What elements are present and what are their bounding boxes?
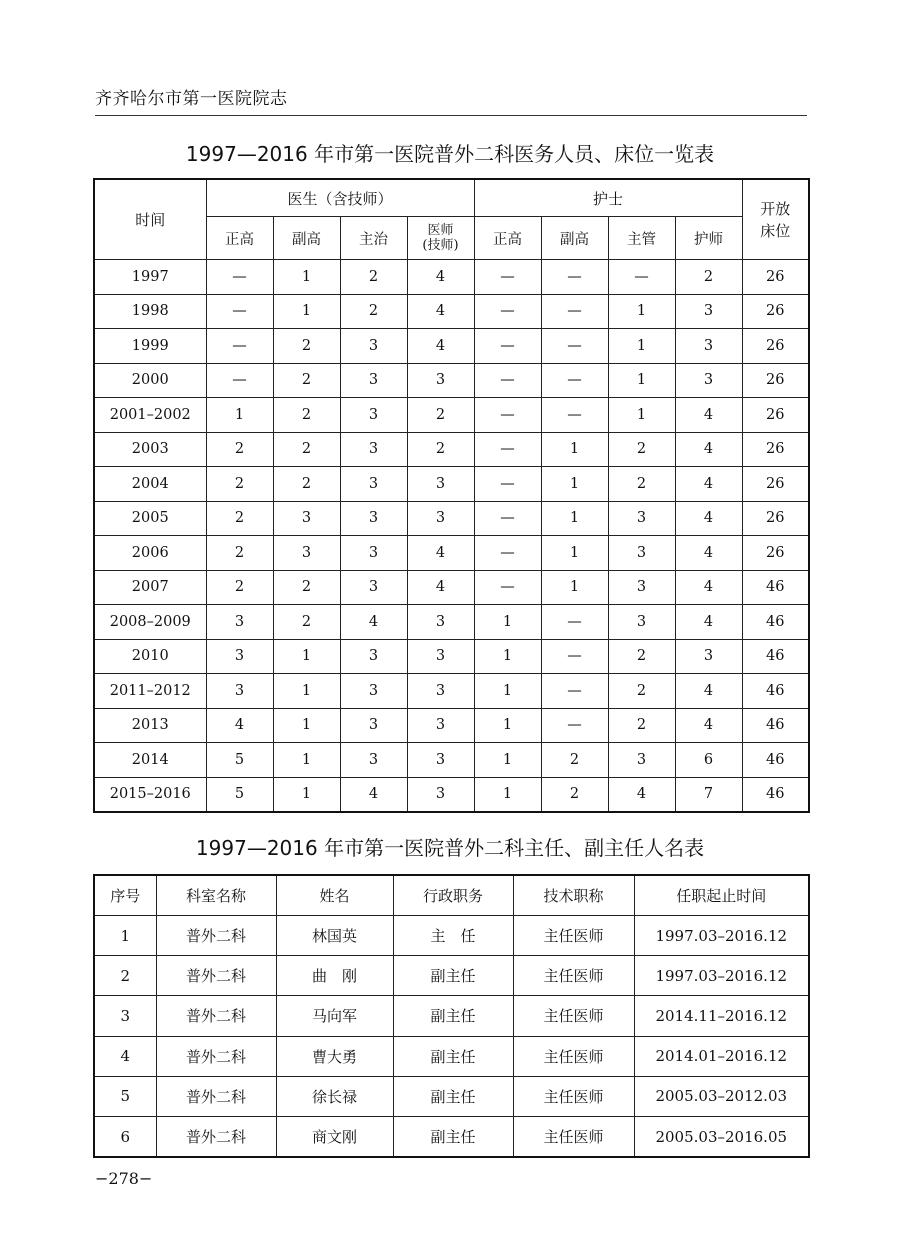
cell-nurse: 4 — [675, 708, 742, 743]
cell-tech-title: 主任医师 — [513, 956, 634, 996]
cell-doctor-associate: 3 — [273, 501, 340, 536]
cell-time: 2003 — [94, 432, 206, 467]
cell-time: 2013 — [94, 708, 206, 743]
cell-time: 2014 — [94, 743, 206, 778]
cell-department: 普外二科 — [156, 1036, 276, 1076]
cell-physician: 2 — [407, 432, 474, 467]
staff-beds-table — [93, 178, 810, 813]
cell-department: 普外二科 — [156, 1076, 276, 1116]
cell-beds: 46 — [742, 639, 809, 674]
cell-doctor-senior: 2 — [206, 570, 273, 605]
cell-doctor-associate: 1 — [273, 708, 340, 743]
cell-index: 1 — [94, 916, 156, 956]
cell-doctor-attending: 2 — [340, 294, 407, 329]
cell-admin-post: 副主任 — [393, 1036, 513, 1076]
cell-physician: 3 — [407, 639, 474, 674]
page-number: −278− — [95, 1169, 153, 1188]
cell-nurse: 4 — [675, 674, 742, 709]
cell-time: 2007 — [94, 570, 206, 605]
cell-nurse-supervisor: 2 — [608, 674, 675, 709]
cell-name: 曹大勇 — [276, 1036, 393, 1076]
cell-nurse-supervisor: 1 — [608, 329, 675, 364]
cell-department: 普外二科 — [156, 916, 276, 956]
table-row — [94, 674, 809, 709]
cell-physician: 3 — [407, 708, 474, 743]
cell-nurse-supervisor: 2 — [608, 467, 675, 502]
cell-beds: 46 — [742, 777, 809, 812]
cell-doctor-associate: 2 — [273, 605, 340, 640]
cell-nurse-senior: 1 — [474, 674, 541, 709]
cell-nurse: 4 — [675, 398, 742, 433]
cell-nurse-associate: 1 — [541, 467, 608, 502]
table-row — [94, 996, 809, 1036]
cell-nurse: 4 — [675, 501, 742, 536]
cell-nurse-senior: — — [474, 570, 541, 605]
cell-doctor-senior: — — [206, 363, 273, 398]
staff-table-title: 1997—2016 年市第一医院普外二科医务人员、床位一览表 — [185, 142, 715, 166]
cell-doctor-associate: 2 — [273, 398, 340, 433]
cell-doctor-associate: 2 — [273, 467, 340, 502]
cell-doctor-associate: 2 — [273, 432, 340, 467]
cell-doctor-attending: 3 — [340, 708, 407, 743]
cell-nurse-supervisor: 3 — [608, 605, 675, 640]
cell-time: 2015–2016 — [94, 777, 206, 812]
cell-nurse: 4 — [675, 605, 742, 640]
cell-name: 马向军 — [276, 996, 393, 1036]
cell-nurse-supervisor: 3 — [608, 570, 675, 605]
table-row — [94, 294, 809, 329]
table-row — [94, 570, 809, 605]
cell-nurse-associate: — — [541, 363, 608, 398]
cell-beds: 26 — [742, 329, 809, 364]
cell-nurse-associate: — — [541, 398, 608, 433]
director-table — [93, 874, 810, 1158]
cell-doctor-attending: 4 — [340, 605, 407, 640]
cell-beds: 26 — [742, 432, 809, 467]
table-row — [94, 639, 809, 674]
col-header-nurse: 护师 — [675, 217, 742, 260]
beds-header-line2: 床位 — [760, 221, 791, 240]
cell-nurse-senior: — — [474, 467, 541, 502]
cell-nurse-supervisor: 3 — [608, 743, 675, 778]
cell-beds: 46 — [742, 708, 809, 743]
col-header-tenure: 任职起止时间 — [634, 875, 809, 916]
cell-admin-post: 副主任 — [393, 1116, 513, 1157]
cell-beds: 46 — [742, 570, 809, 605]
cell-nurse-supervisor: 2 — [608, 639, 675, 674]
cell-tech-title: 主任医师 — [513, 1116, 634, 1157]
cell-nurse-associate: 2 — [541, 743, 608, 778]
cell-beds: 46 — [742, 674, 809, 709]
col-header-nurse-supervisor: 主管 — [608, 217, 675, 260]
cell-nurse-supervisor: 2 — [608, 708, 675, 743]
cell-time: 2004 — [94, 467, 206, 502]
director-table-title: 1997—2016 年市第一医院普外二科主任、副主任人名表 — [195, 836, 705, 860]
cell-doctor-senior: 2 — [206, 536, 273, 571]
cell-doctor-attending: 3 — [340, 743, 407, 778]
cell-time: 2006 — [94, 536, 206, 571]
table-row — [94, 956, 809, 996]
cell-beds: 26 — [742, 294, 809, 329]
cell-tenure: 2014.01–2016.12 — [634, 1036, 809, 1076]
cell-name: 徐长禄 — [276, 1076, 393, 1116]
cell-doctor-attending: 3 — [340, 536, 407, 571]
cell-doctor-associate: 2 — [273, 363, 340, 398]
cell-doctor-attending: 3 — [340, 398, 407, 433]
col-header-nurse-senior: 正高 — [474, 217, 541, 260]
table-row — [94, 432, 809, 467]
cell-nurse-associate: 1 — [541, 501, 608, 536]
cell-nurse: 4 — [675, 536, 742, 571]
cell-doctor-senior: 1 — [206, 398, 273, 433]
cell-doctor-associate: 1 — [273, 294, 340, 329]
cell-tenure: 2005.03–2016.05 — [634, 1116, 809, 1157]
cell-tech-title: 主任医师 — [513, 1076, 634, 1116]
table-row — [94, 777, 809, 812]
cell-physician: 3 — [407, 743, 474, 778]
cell-doctor-attending: 3 — [340, 639, 407, 674]
cell-beds: 46 — [742, 605, 809, 640]
col-header-beds — [742, 179, 809, 260]
cell-tech-title: 主任医师 — [513, 996, 634, 1036]
cell-nurse: 6 — [675, 743, 742, 778]
cell-nurse-senior: — — [474, 432, 541, 467]
table-row — [94, 329, 809, 364]
col-header-nurse-associate: 副高 — [541, 217, 608, 260]
cell-nurse-senior: 1 — [474, 708, 541, 743]
table-row — [94, 398, 809, 433]
col-header-name: 姓名 — [276, 875, 393, 916]
cell-doctor-senior: — — [206, 260, 273, 295]
cell-admin-post: 副主任 — [393, 956, 513, 996]
cell-index: 4 — [94, 1036, 156, 1076]
cell-doctor-attending: 4 — [340, 777, 407, 812]
cell-time: 2008–2009 — [94, 605, 206, 640]
cell-nurse-senior: 1 — [474, 639, 541, 674]
col-header-tech-title: 技术职称 — [513, 875, 634, 916]
cell-time: 2001–2002 — [94, 398, 206, 433]
cell-name: 曲 刚 — [276, 956, 393, 996]
cell-nurse-associate: — — [541, 294, 608, 329]
cell-nurse-supervisor: 3 — [608, 501, 675, 536]
cell-doctor-associate: 1 — [273, 260, 340, 295]
running-head-title: 齐齐哈尔市第一医院院志 — [95, 89, 288, 109]
cell-nurse-supervisor: 1 — [608, 363, 675, 398]
cell-nurse-supervisor: 1 — [608, 398, 675, 433]
cell-nurse-senior: — — [474, 329, 541, 364]
cell-doctor-senior: 3 — [206, 605, 273, 640]
cell-beds: 46 — [742, 743, 809, 778]
cell-nurse: 3 — [675, 639, 742, 674]
cell-nurse-associate: 1 — [541, 432, 608, 467]
cell-index: 5 — [94, 1076, 156, 1116]
table-row — [94, 1116, 809, 1157]
cell-index: 3 — [94, 996, 156, 1036]
cell-doctor-associate: 1 — [273, 674, 340, 709]
cell-name: 商文刚 — [276, 1116, 393, 1157]
cell-time: 1997 — [94, 260, 206, 295]
table-row — [94, 536, 809, 571]
cell-doctor-attending: 3 — [340, 501, 407, 536]
cell-doctor-senior: 4 — [206, 708, 273, 743]
cell-physician: 4 — [407, 329, 474, 364]
cell-nurse: 3 — [675, 329, 742, 364]
cell-nurse-associate: 1 — [541, 570, 608, 605]
cell-doctor-attending: 3 — [340, 674, 407, 709]
cell-department: 普外二科 — [156, 1116, 276, 1157]
cell-doctor-senior: 2 — [206, 432, 273, 467]
cell-doctor-senior: 5 — [206, 743, 273, 778]
cell-nurse: 4 — [675, 467, 742, 502]
cell-physician: 4 — [407, 260, 474, 295]
cell-nurse-associate: — — [541, 674, 608, 709]
cell-admin-post: 主 任 — [393, 916, 513, 956]
table-row — [94, 708, 809, 743]
cell-nurse-supervisor: — — [608, 260, 675, 295]
col-header-admin-post: 行政职务 — [393, 875, 513, 916]
beds-header-line1: 开放 — [760, 199, 791, 218]
cell-physician: 4 — [407, 536, 474, 571]
cell-name: 林国英 — [276, 916, 393, 956]
col-header-doctor-senior: 正高 — [206, 217, 273, 260]
cell-doctor-attending: 3 — [340, 363, 407, 398]
cell-tenure: 2014.11–2016.12 — [634, 996, 809, 1036]
cell-doctor-attending: 3 — [340, 432, 407, 467]
group-header-doctors: 医生（含技师） — [206, 179, 474, 217]
table-row — [94, 743, 809, 778]
table-row — [94, 467, 809, 502]
cell-nurse: 2 — [675, 260, 742, 295]
cell-beds: 26 — [742, 501, 809, 536]
cell-physician: 3 — [407, 363, 474, 398]
col-header-doctor-associate: 副高 — [273, 217, 340, 260]
cell-nurse-associate: — — [541, 329, 608, 364]
header-rule — [95, 115, 807, 116]
col-header-time: 时间 — [94, 179, 206, 260]
cell-nurse-associate: — — [541, 605, 608, 640]
cell-nurse: 7 — [675, 777, 742, 812]
cell-time: 1999 — [94, 329, 206, 364]
cell-doctor-associate: 2 — [273, 570, 340, 605]
cell-physician: 4 — [407, 294, 474, 329]
cell-doctor-attending: 3 — [340, 570, 407, 605]
cell-time: 1998 — [94, 294, 206, 329]
cell-nurse-senior: — — [474, 536, 541, 571]
cell-nurse-supervisor: 2 — [608, 432, 675, 467]
cell-doctor-senior: — — [206, 329, 273, 364]
cell-nurse-associate: — — [541, 708, 608, 743]
cell-nurse-senior: 1 — [474, 605, 541, 640]
physician-header-line1: 医师 — [427, 223, 454, 238]
cell-tech-title: 主任医师 — [513, 916, 634, 956]
cell-nurse: 3 — [675, 363, 742, 398]
cell-department: 普外二科 — [156, 956, 276, 996]
cell-time: 2010 — [94, 639, 206, 674]
col-header-physician — [407, 217, 474, 260]
cell-nurse-associate: — — [541, 639, 608, 674]
table-row — [94, 605, 809, 640]
cell-tenure: 2005.03–2012.03 — [634, 1076, 809, 1116]
cell-tech-title: 主任医师 — [513, 1036, 634, 1076]
cell-doctor-attending: 3 — [340, 467, 407, 502]
cell-time: 2000 — [94, 363, 206, 398]
cell-nurse-supervisor: 3 — [608, 536, 675, 571]
cell-time: 2005 — [94, 501, 206, 536]
col-header-index: 序号 — [94, 875, 156, 916]
cell-nurse-senior: — — [474, 363, 541, 398]
cell-nurse-senior: — — [474, 294, 541, 329]
cell-nurse: 4 — [675, 432, 742, 467]
cell-doctor-senior: 2 — [206, 467, 273, 502]
cell-department: 普外二科 — [156, 996, 276, 1036]
cell-beds: 26 — [742, 536, 809, 571]
table-row — [94, 501, 809, 536]
cell-nurse-supervisor: 1 — [608, 294, 675, 329]
cell-nurse-senior: — — [474, 501, 541, 536]
col-header-department: 科室名称 — [156, 875, 276, 916]
cell-physician: 2 — [407, 398, 474, 433]
cell-physician: 3 — [407, 467, 474, 502]
table-row — [94, 1076, 809, 1116]
cell-physician: 3 — [407, 501, 474, 536]
cell-time: 2011–2012 — [94, 674, 206, 709]
cell-nurse-associate: — — [541, 260, 608, 295]
cell-physician: 3 — [407, 674, 474, 709]
cell-nurse: 3 — [675, 294, 742, 329]
cell-physician: 4 — [407, 570, 474, 605]
cell-doctor-associate: 2 — [273, 329, 340, 364]
cell-admin-post: 副主任 — [393, 996, 513, 1036]
cell-index: 2 — [94, 956, 156, 996]
cell-physician: 3 — [407, 777, 474, 812]
cell-nurse-senior: — — [474, 398, 541, 433]
physician-header-line2: (技师) — [422, 238, 459, 253]
col-header-doctor-attending: 主治 — [340, 217, 407, 260]
cell-beds: 26 — [742, 398, 809, 433]
group-header-nurses: 护士 — [474, 179, 742, 217]
cell-doctor-senior: 5 — [206, 777, 273, 812]
table-row — [94, 1036, 809, 1076]
cell-doctor-senior: 3 — [206, 674, 273, 709]
cell-nurse-associate: 1 — [541, 536, 608, 571]
cell-doctor-associate: 3 — [273, 536, 340, 571]
table-row — [94, 363, 809, 398]
cell-admin-post: 副主任 — [393, 1076, 513, 1116]
cell-beds: 26 — [742, 363, 809, 398]
table-row — [94, 916, 809, 956]
cell-nurse-senior: 1 — [474, 777, 541, 812]
cell-doctor-attending: 2 — [340, 260, 407, 295]
cell-tenure: 1997.03–2016.12 — [634, 916, 809, 956]
cell-beds: 26 — [742, 467, 809, 502]
cell-index: 6 — [94, 1116, 156, 1157]
cell-beds: 26 — [742, 260, 809, 295]
cell-doctor-associate: 1 — [273, 777, 340, 812]
cell-nurse-senior: 1 — [474, 743, 541, 778]
cell-doctor-attending: 3 — [340, 329, 407, 364]
cell-physician: 3 — [407, 605, 474, 640]
cell-doctor-associate: 1 — [273, 743, 340, 778]
cell-nurse-associate: 2 — [541, 777, 608, 812]
cell-nurse-senior: — — [474, 260, 541, 295]
cell-tenure: 1997.03–2016.12 — [634, 956, 809, 996]
cell-doctor-associate: 1 — [273, 639, 340, 674]
cell-doctor-senior: 2 — [206, 501, 273, 536]
cell-nurse-supervisor: 4 — [608, 777, 675, 812]
table-row — [94, 260, 809, 295]
cell-doctor-senior: 3 — [206, 639, 273, 674]
cell-nurse: 4 — [675, 570, 742, 605]
cell-doctor-senior: — — [206, 294, 273, 329]
